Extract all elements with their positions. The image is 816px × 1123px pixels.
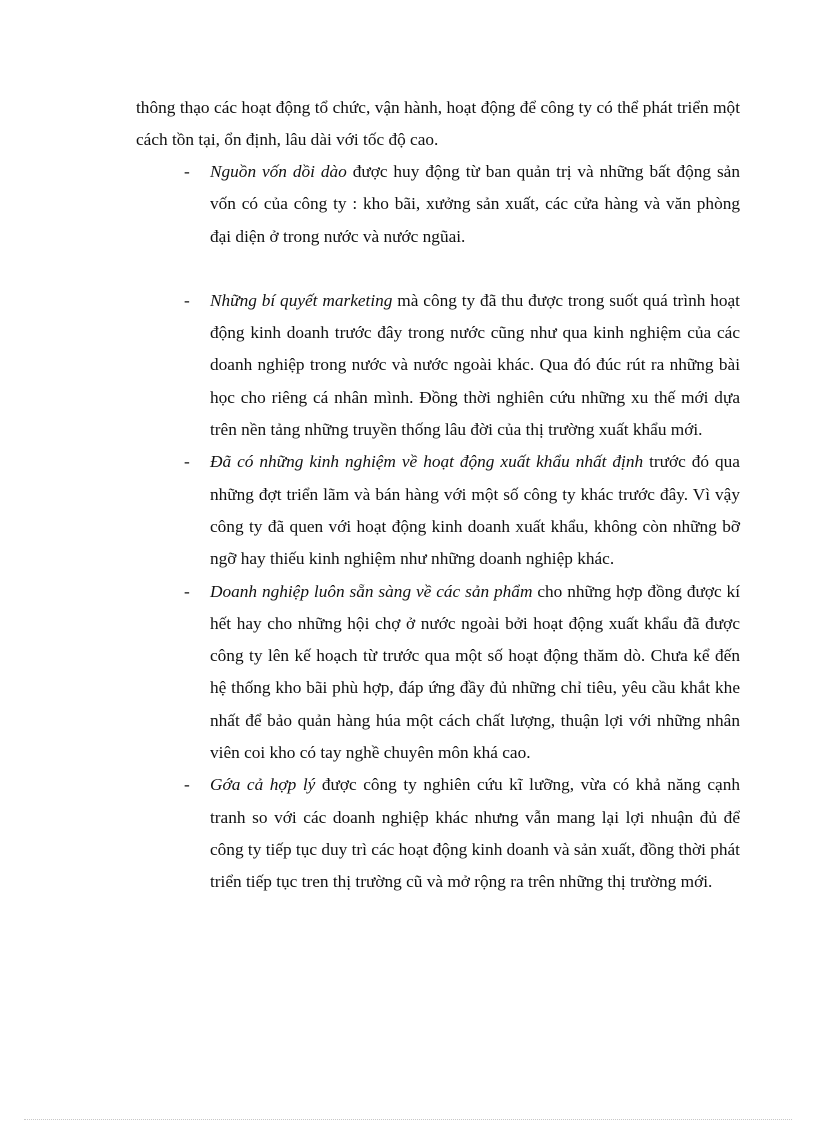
list-item (136, 285, 740, 446)
bullet-text: được công ty nghiên cứu kĩ lưỡng, vừa có khả năng cạnh tranh so với các doanh nghiệp khác nhưng vẫn mang lại lợi nhuận đủ để công ty tiếp tục duy trì các hoạt động kinh doanh và sản xuất, đồng thời phát triển tiếp tục tren thị trường cũ và mở rộng ra trên những thị trường mới. (210, 775, 740, 892)
bullet-dash: - (184, 162, 190, 181)
bullet-dash: - (184, 290, 190, 310)
bullet-text: cho những hợp đồng được kí hết hay cho những hội chợ ở nước ngoài bởi hoạt động xuất khẩu đã được công ty lên kế hoạch từ trước qua một số hoạt động thăm dò. Chưa kể đến hệ thống kho bãi phù hợp, đáp ứng đầy đủ những chỉ tiêu, yêu cầu khắt khe nhất để bảo quản hàng húa một cách chất lượng, thuận lợi với những nhân viên coi kho có tay nghề chuyên môn khá cao. (210, 581, 740, 763)
bullet-dash: - (184, 452, 190, 472)
bullet-lead: Doanh nghiệp luôn sẵn sàng về các sản phẩm (210, 581, 533, 601)
bullet-text: trước đó qua những đợt triển lãm và bán hàng với một số công ty khác trước đây. Vì vậy công ty đã quen với hoạt động kinh doanh xuất khẩu, không còn những bỡ ngỡ hay thiếu kinh nghiệm như những doanh nghiệp khác. (210, 452, 740, 569)
list-item (136, 156, 740, 253)
bullet-lead: Nguồn vốn dồi dào (210, 162, 347, 181)
bullet-text: được huy động từ ban quản trị và những bất động sản vốn có của công ty : kho bãi, xưởng sản xuất, các cửa hàng và văn phòng đại diện ở trong nước và nước ngũai. (210, 162, 740, 246)
list-item (136, 576, 740, 770)
list-item (136, 446, 740, 575)
bullet-lead: Những bí quyết marketing (210, 290, 393, 310)
bullet-dash: - (184, 581, 190, 601)
bullet-lead: Đã có những kinh nghiệm về hoạt động xuất khẩu nhất định (210, 452, 644, 472)
advantages-list (136, 156, 740, 899)
intro-paragraph: thông thạo các hoạt động tổ chức, vận hành, hoạt động để công ty có thể phát triển một cách tồn tại, ổn định, lâu dài với tốc độ cao. (136, 98, 740, 150)
bullet-lead: Gớa cả hợp lý (210, 775, 316, 795)
page-footer-divider (24, 1119, 792, 1120)
bullet-text: mà công ty đã thu được trong suốt quá trình hoạt động kinh doanh trước đây trong nước cũng như qua kinh nghiệm của các doanh nghiệp trong nước và nước ngoài khác. Qua đó đúc rút ra những bài học cho riêng cá nhân mình. Đồng thời nghiên cứu những xu thế mới dựa trên nền tảng những truyền thống lâu đời của thị trường xuất khẩu mới. (210, 290, 740, 440)
bullet-dash: - (184, 775, 190, 795)
list-item (136, 769, 740, 898)
